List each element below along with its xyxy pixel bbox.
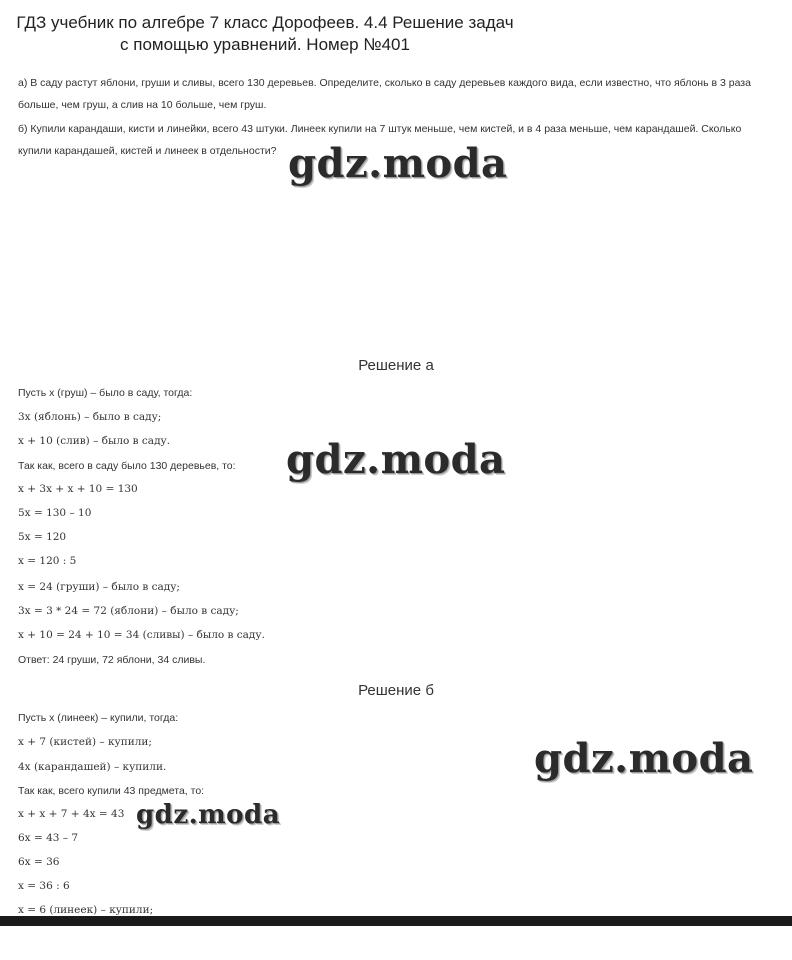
watermark-4: gdz.moda	[136, 800, 281, 830]
solution-b-line: 6x = 36	[18, 856, 60, 868]
page-title-line-1: ГДЗ учебник по алгебре 7 класс Дорофеев. 4.4 Решение задач	[16, 13, 514, 32]
watermark-3: gdz.moda	[534, 735, 754, 782]
solution-a-line: x + 10 = 24 + 10 = 34 (сливы) – было в саду.	[18, 629, 265, 641]
solution-a-line: x = 120 : 5	[18, 555, 77, 567]
page-title	[0, 12, 530, 56]
solution-a-line: x + 10 (слив) – было в саду.	[18, 435, 171, 447]
solution-a-line: 3x = 3 * 24 = 72 (яблони) – было в саду;	[18, 605, 239, 617]
task-a-line-2: больше, чем груш, а слив на 10 больше, чем груш.	[18, 99, 267, 111]
watermark-1: gdz.moda	[288, 140, 508, 187]
task-b-line-1: б) Купили карандаши, кисти и линейки, всего 43 штуки. Линеек купили на 7 штук меньше, чем кистей, и в 4 раза меньше, чем карандашей. Сколько	[18, 123, 742, 135]
solution-b-line: 6x = 43 – 7	[18, 832, 79, 844]
solution-b-line: Так как, всего купили 43 предмета, то:	[18, 785, 205, 797]
page-title-line-2: с помощью уравнений. Номер №401	[120, 35, 410, 54]
bottom-bar	[0, 916, 792, 926]
solution-a-line: 5x = 120	[18, 531, 67, 543]
solution-b-line: x + 7 (кистей) – купили;	[18, 736, 152, 748]
solution-a-line: x + 3x + x + 10 = 130	[18, 483, 138, 495]
solution-b-heading: Решение б	[358, 682, 434, 699]
solution-b-line: x + x + 7 + 4x = 43	[18, 808, 125, 820]
watermark-2: gdz.moda	[286, 436, 506, 483]
solution-b-line: 4x (карандашей) – купили.	[18, 761, 167, 773]
solution-b-line: x = 6 (линеек) – купили;	[18, 904, 154, 916]
solution-a-line: 5x = 130 – 10	[18, 507, 92, 519]
solution-a-heading: Решение а	[358, 357, 434, 374]
solution-b-line: x = 36 : 6	[18, 880, 70, 892]
task-a-line-1: а) В саду растут яблони, груши и сливы, всего 130 деревьев. Определите, сколько в саду деревьев каждого вида, если известно, что яблонь в 3 раза	[18, 77, 751, 89]
solution-b-line: Пусть x (линеек) – купили, тогда:	[18, 712, 179, 724]
solution-a-line: 3x (яблонь) – было в саду;	[18, 411, 162, 423]
solution-a-line: Так как, всего в саду было 130 деревьев, то:	[18, 460, 236, 472]
solution-a-line: Пусть x (груш) – было в саду, тогда:	[18, 387, 193, 399]
task-b-line-2: купили карандашей, кистей и линеек в отдельности?	[18, 145, 277, 157]
solution-a-answer: Ответ: 24 груши, 72 яблони, 34 сливы.	[18, 654, 206, 666]
solution-a-line: x = 24 (груши) – было в саду;	[18, 581, 180, 593]
